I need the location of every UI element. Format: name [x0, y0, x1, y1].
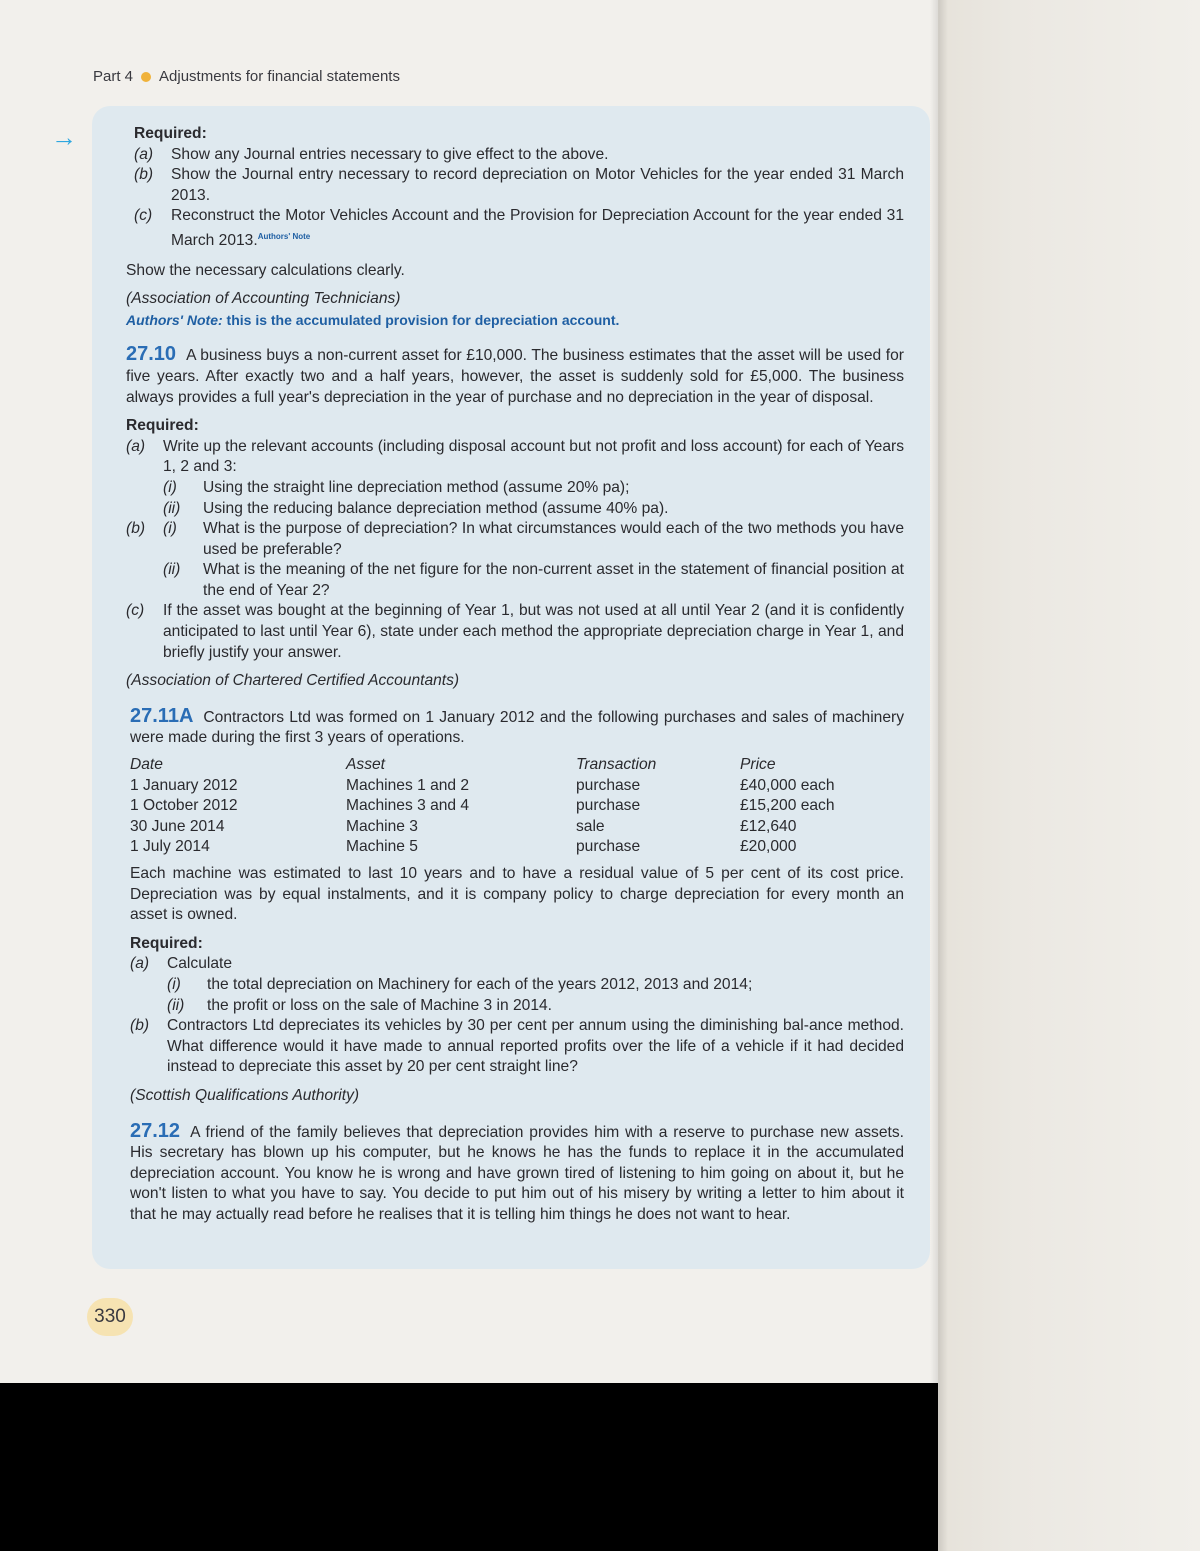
- q27-11a-required-heading: Required:: [130, 934, 203, 952]
- q27-10-a-text: Write up the relevant accounts (including disposal account but not profit and loss account) for each of Years 1, 2 and 3:: [163, 437, 904, 476]
- page-gutter: [938, 0, 1200, 1551]
- q27-11a-item-b: [130, 1016, 904, 1078]
- q27-10-c-label: (c): [126, 602, 145, 620]
- q27-11a-para: Each machine was estimated to last 10 years and to have a residual value of 5 per cent of its cost price. Depreciation was by equal instalments, and it is company policy to charge depreciation for every month an asset is owned.: [130, 865, 904, 924]
- prev-item-c-text: Reconstruct the Motor Vehicles Account and the Provision for Depreciation Account for the year ended 31 March 2013.: [171, 207, 904, 249]
- q27-10-b-sub-ii-label: (ii): [163, 561, 181, 579]
- table-header-asset: Asset: [346, 756, 385, 774]
- table-cell-asset: Machines 3 and 4: [346, 797, 470, 815]
- table-header-price: Price: [740, 756, 776, 774]
- q27-10-a-sub-i: [163, 478, 904, 499]
- prev-item-b: [134, 165, 904, 206]
- q27-10-intro: A business buys a non-current asset for £10,000. The business estimates that the asset will be used for five years. After exactly two and a half years, however, the asset is suddenly sold for £5,000. The business always provides a full year's depreciation in the year of purchase and no depreciation in the year of disposal.: [126, 347, 904, 406]
- q27-11a-a-sub-ii: [167, 996, 904, 1017]
- prev-item-c: [134, 206, 904, 251]
- q27-10-source: (Association of Chartered Certified Accountants): [126, 672, 460, 690]
- table-cell-date: 30 June 2014: [130, 817, 225, 835]
- q27-10-item-c: [126, 601, 904, 663]
- prev-item-b-label: (b): [134, 166, 154, 184]
- q27-11a-a-sub-i-label: (i): [167, 975, 181, 993]
- q27-10-b-sub-ii-text: What is the meaning of the net figure for the non-current asset in the statement of financial position at the end of Year 2?: [203, 561, 904, 599]
- q27-10-c-text: If the asset was bought at the beginning of Year 1, but was not used at all until Year 2 (and it is confidently anticipated to last until Year 6), state under each method the appropriate depreciation charge in Year 1, and briefly justify your answer.: [163, 602, 904, 661]
- q27-11a-b-text: Contractors Ltd depreciates its vehicles by 30 per cent per annum using the diminishing bal-ance method. What difference would it have made to annual reported profits over the life of a vehicle if it had decided instead to depreciate this asset by 20 per cent straight line?: [167, 1017, 904, 1076]
- authors-note: [126, 310, 904, 331]
- header-title: Adjustments for financial statements: [159, 68, 400, 85]
- q27-10-a-sub-ii: [163, 499, 904, 520]
- q27-11a-intro: Contractors Ltd was formed on 1 January 2012 and the following purchases and sales of machinery were made during the first 3 years of operations.: [130, 708, 904, 747]
- q27-10-a-sub-ii-text: Using the reducing balance depreciation method (assume 40% pa).: [203, 499, 669, 517]
- prev-source: (Association of Accounting Technicians): [126, 290, 401, 308]
- q27-11a-a-sub-ii-text: the profit or loss on the sale of Machine 3 in 2014.: [207, 996, 553, 1014]
- q27-11a-intro-para: [130, 706, 904, 749]
- q27-10-item-a: [126, 437, 904, 478]
- q27-11a-number: 27.11A: [130, 704, 194, 727]
- q27-10-intro-para: [126, 344, 904, 408]
- q27-11a-a-sub-i-text: the total depreciation on Machinery for each of the years 2012, 2013 and 2014;: [207, 975, 753, 993]
- table-cell-price: £15,200 each: [740, 797, 835, 815]
- calc-note: Show the necessary calculations clearly.: [126, 261, 405, 279]
- q27-10-b-sub-ii: [163, 560, 904, 601]
- q27-12-para: [130, 1121, 904, 1226]
- prev-item-c-body: [171, 206, 904, 251]
- q27-10-required-heading: Required:: [126, 417, 199, 435]
- q27-11a-b-label: (b): [130, 1017, 150, 1035]
- q27-10-a-label: (a): [126, 437, 146, 455]
- q27-10-item-b: [126, 519, 904, 560]
- authors-note-text: this is the accumulated provision for depreciation account.: [226, 311, 620, 328]
- q27-11a-a-sub-i: [167, 975, 904, 996]
- q27-10-number: 27.10: [126, 343, 177, 366]
- table-cell-asset: Machine 5: [346, 838, 418, 856]
- table-cell-transaction: purchase: [576, 838, 641, 856]
- prev-item-a: [134, 145, 904, 166]
- q27-10-a-sub-i-text: Using the straight line depreciation method (assume 20% pa);: [203, 478, 630, 496]
- prev-item-a-text: Show any Journal entries necessary to give effect to the above.: [171, 145, 609, 163]
- authors-note-label: Authors' Note:: [126, 311, 223, 328]
- q27-11a-a-sub-ii-label: (ii): [167, 996, 185, 1014]
- table-cell-transaction: sale: [576, 817, 605, 835]
- continuation-arrow-icon: →: [51, 122, 77, 152]
- table-header-row: [130, 755, 835, 776]
- q27-10-b-label: (b): [126, 520, 146, 538]
- table-cell-transaction: purchase: [576, 776, 641, 794]
- table-row: [130, 796, 835, 817]
- header-part: Part 4: [93, 68, 134, 85]
- q27-10-b-sub-i-label: (i): [163, 520, 177, 538]
- q27-10-a-sub-ii-label: (ii): [163, 499, 181, 517]
- prev-item-c-label: (c): [134, 207, 153, 225]
- q27-11a-item-a: [130, 954, 904, 975]
- q27-11a-source: (Scottish Qualifications Authority): [130, 1086, 360, 1104]
- table-cell-date: 1 January 2012: [130, 776, 238, 794]
- table-cell-asset: Machine 3: [346, 817, 418, 835]
- prev-required-heading: Required:: [134, 125, 207, 142]
- gutter-shadow: [930, 0, 948, 1551]
- machinery-transactions-table: [130, 755, 835, 858]
- prev-item-a-label: (a): [134, 145, 154, 163]
- table-cell-price: £40,000 each: [740, 776, 835, 794]
- table-header-transaction: Transaction: [576, 756, 657, 774]
- table-header-date: Date: [130, 756, 163, 774]
- q27-12-text: A friend of the family believes that depreciation provides him with a reserve to purchase new assets. His secretary has blown up his computer, but he knows he has the funds to replace it in the accumulated depreciation account. You know he is wrong and have grown tired of listening to him going on about it, but he won't listen to what you have to say. You decide to put him out of his misery by writing a letter to him about it that he may actually read before he realises that it is telling him things he does not want to hear.: [130, 1123, 904, 1223]
- q27-10-a-sub-i-label: (i): [163, 478, 177, 496]
- table-cell-transaction: purchase: [576, 797, 641, 815]
- table-cell-asset: Machines 1 and 2: [346, 776, 470, 794]
- table-cell-date: 1 October 2012: [130, 797, 238, 815]
- prev-item-b-text: Show the Journal entry necessary to record depreciation on Motor Vehicles for the year ended 31 March 2013.: [171, 166, 904, 204]
- page-number: 330: [87, 1298, 133, 1336]
- table-row: [130, 817, 835, 838]
- running-header: [93, 68, 400, 85]
- q27-10-b-sub-i-text: What is the purpose of depreciation? In what circumstances would each of the two methods you have used be preferable?: [203, 520, 904, 558]
- header-bullet-icon: [141, 72, 151, 82]
- table-cell-price: £12,640: [740, 817, 797, 835]
- q27-11a-a-label: (a): [130, 955, 150, 973]
- q27-11a-a-text: Calculate: [167, 955, 233, 973]
- table-row: [130, 837, 835, 858]
- q27-12-number: 27.12: [130, 1119, 181, 1142]
- table-row: [130, 776, 835, 797]
- table-cell-price: £20,000: [740, 838, 797, 856]
- authors-note-superscript: Authors' Note: [257, 231, 311, 241]
- exercise-content: [126, 124, 904, 1226]
- table-cell-date: 1 July 2014: [130, 838, 210, 856]
